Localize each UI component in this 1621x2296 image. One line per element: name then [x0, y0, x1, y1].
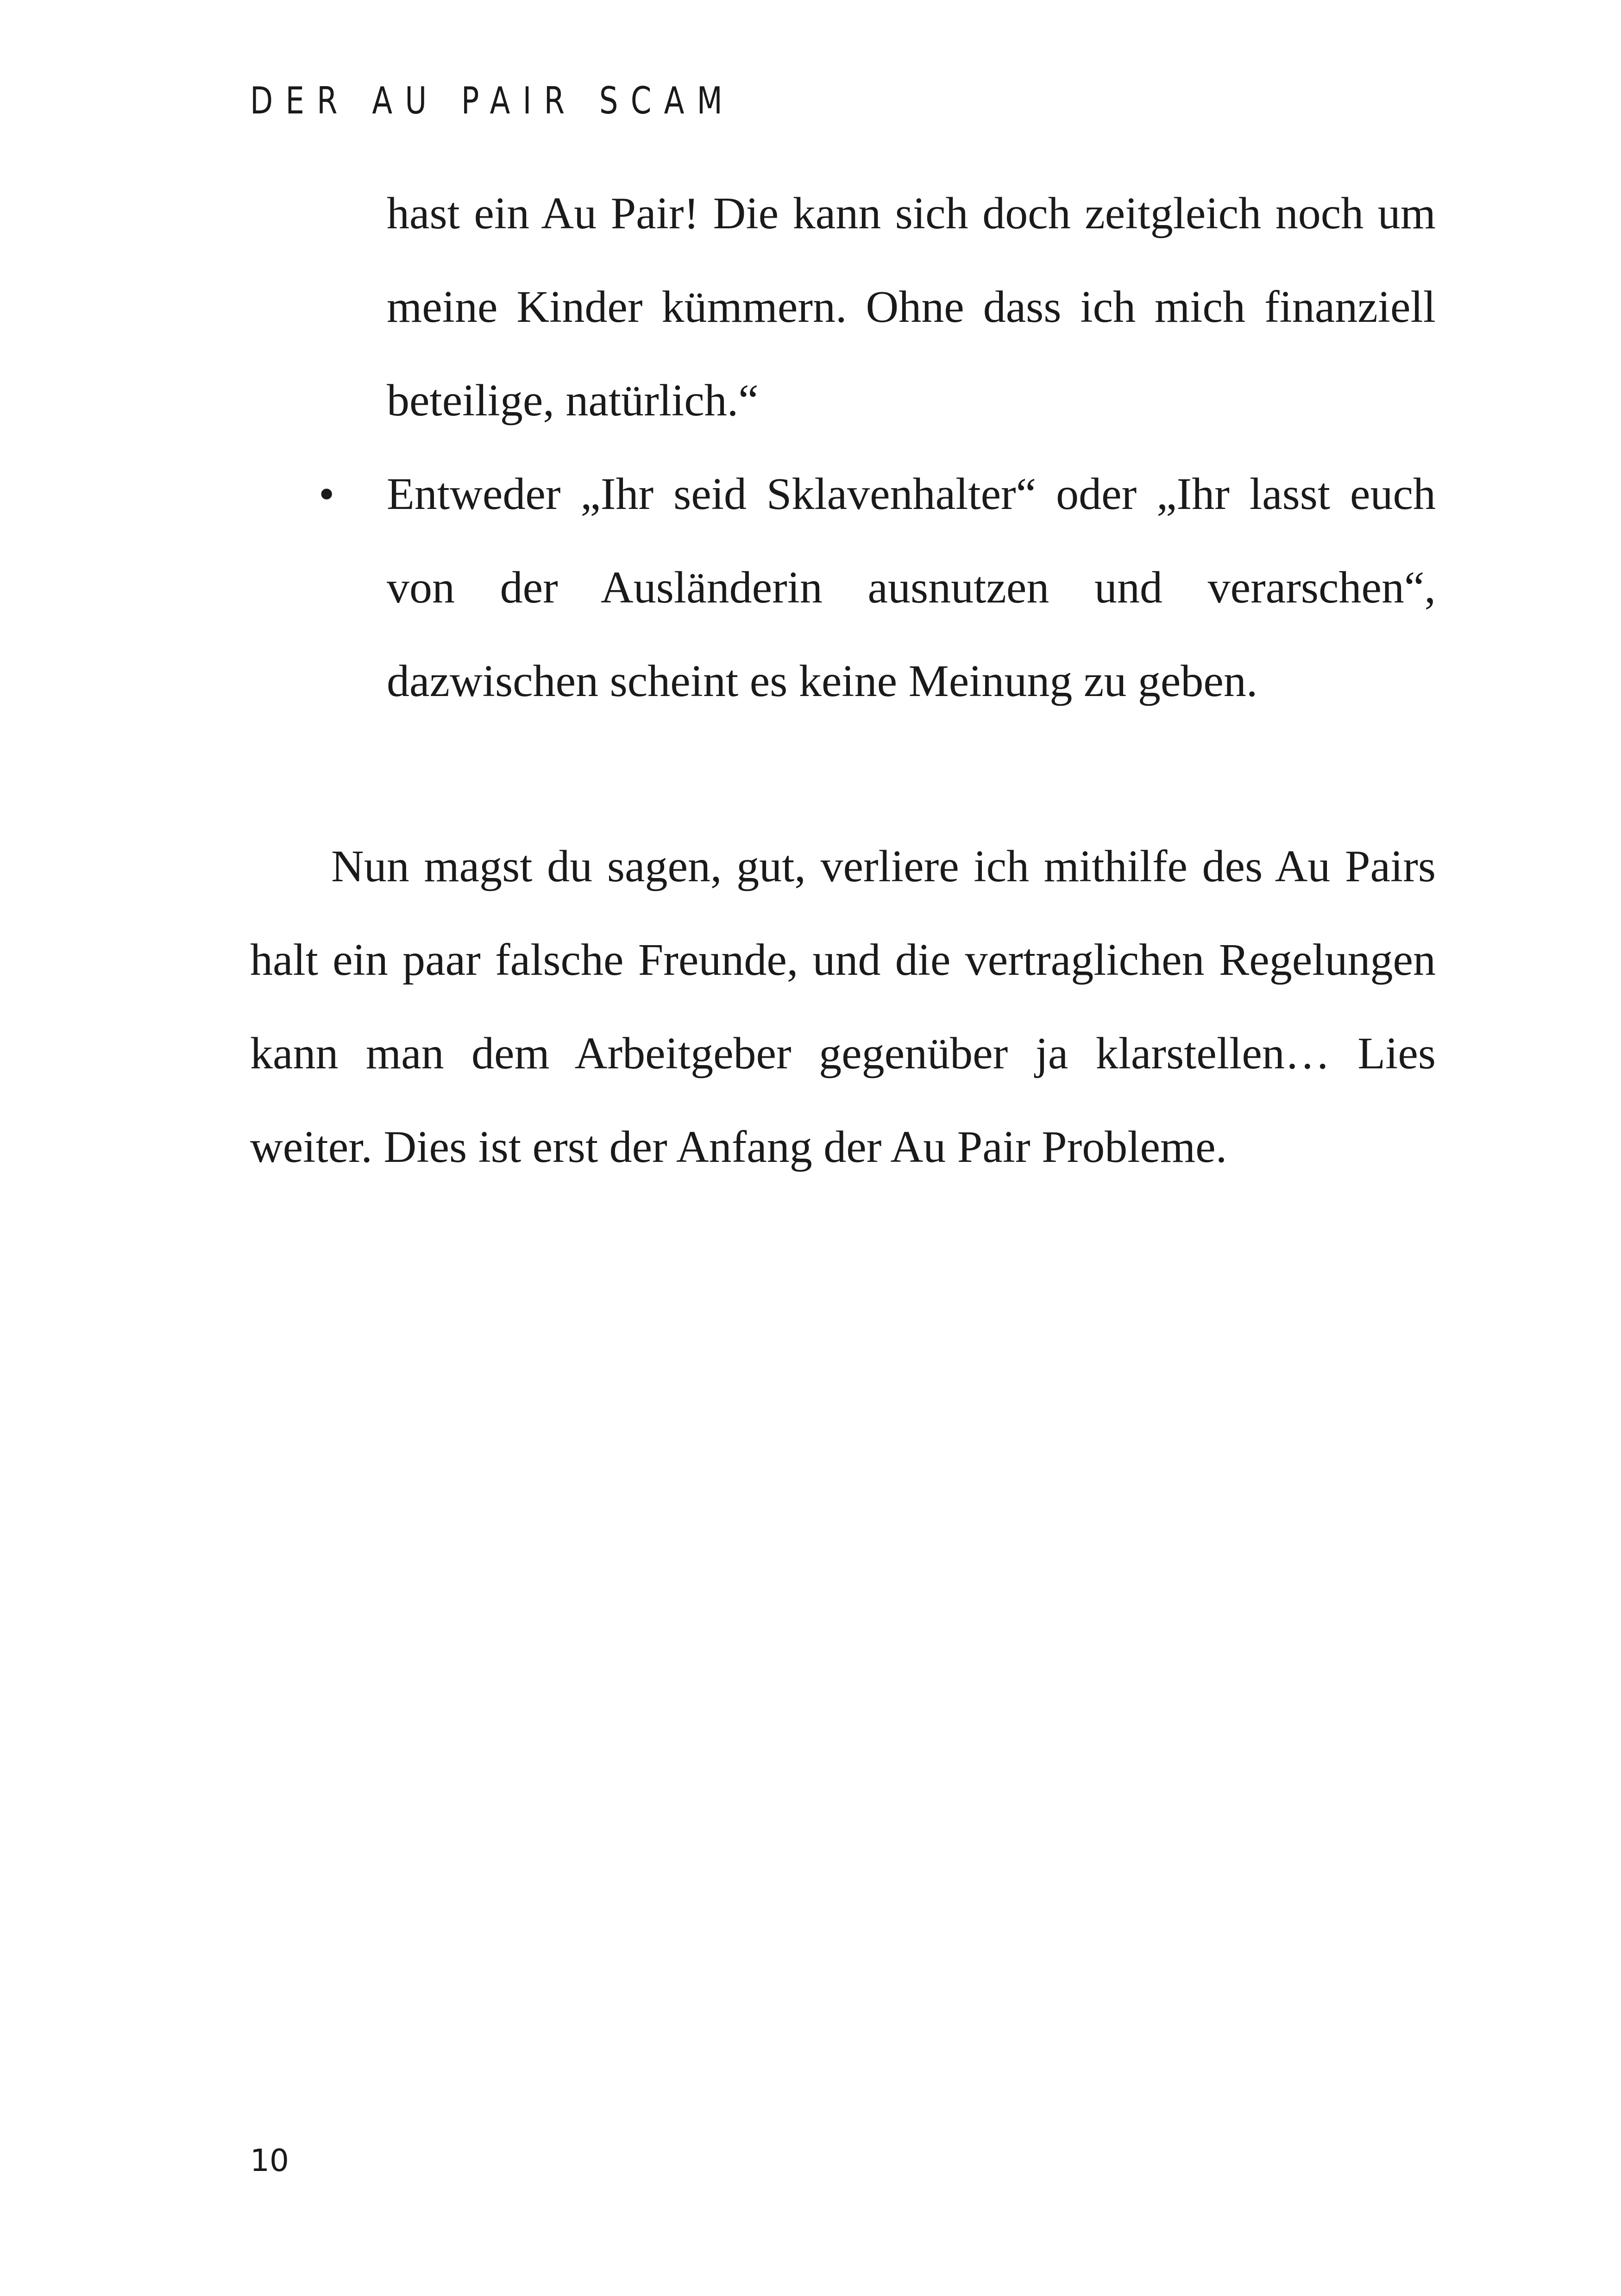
running-header-title: DER AU PAIR SCAM: [250, 79, 735, 122]
bullet-text: Entweder „Ihr seid Sklavenhalter“ oder „Ihr lasst euch von der Ausländerin ausnutzen und verarschen“, dazwischen scheint es keine Meinung zu geben.: [387, 469, 1436, 706]
body-paragraph: Nun magst du sagen, gut, verliere ich mithilfe des Au Pairs halt ein paar falsche Freunde, und die vertraglichen Regelungen kann man dem Arbeitgeber gegenüber ja klarstellen… Lies weiter. Dies ist erst der Anfang der Au Pair Probleme.: [250, 841, 1436, 1172]
bullet-icon: •: [319, 469, 335, 519]
page-number: 10: [250, 2143, 289, 2178]
continuation-text: hast ein Au Pair! Die kann sich doch zeitgleich noch um meine Kinder kümmern. Ohne dass ich mich finanziell beteilige, natürlich.“: [387, 188, 1436, 426]
